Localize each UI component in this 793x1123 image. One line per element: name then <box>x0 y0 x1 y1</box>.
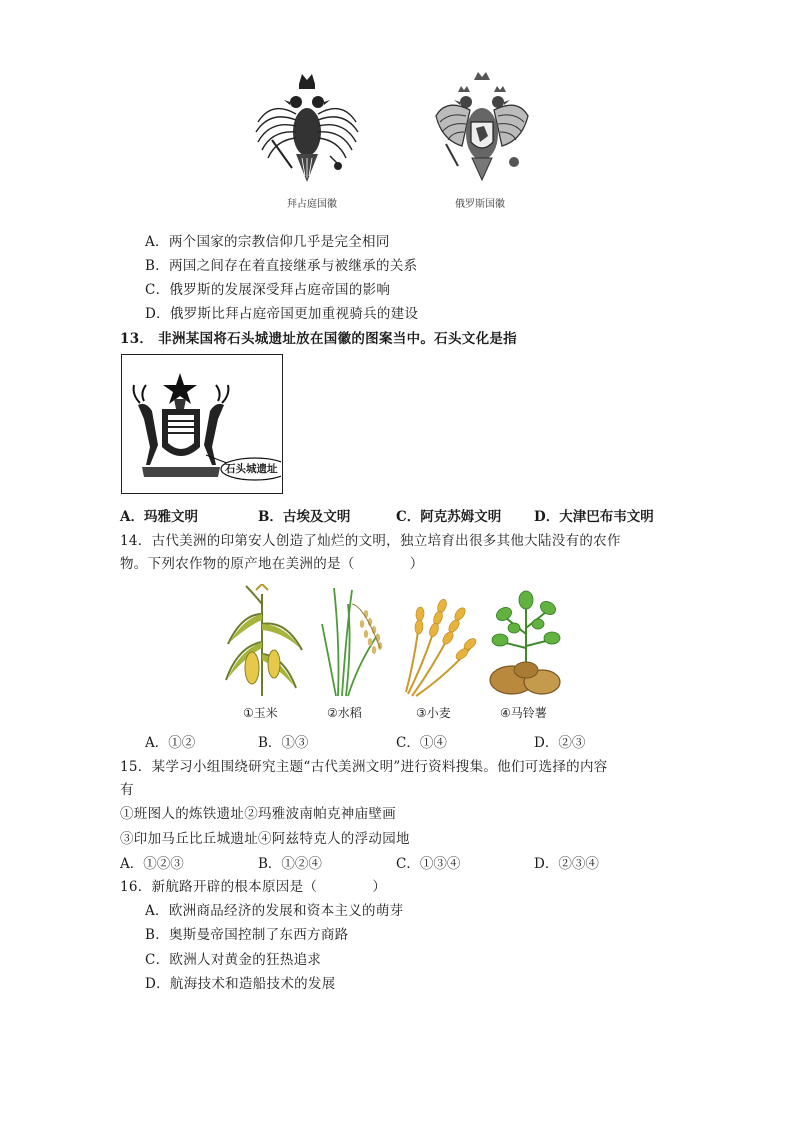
crop-label-corn: ①玉米 <box>243 706 278 720</box>
q15-option-a: A．①②③ <box>120 856 184 872</box>
stone-city-label: 石头城遗址 <box>225 463 278 475</box>
q16-option-d: D．航海技术和造船技术的发展 <box>145 976 336 992</box>
q15-option-d: D．②③④ <box>534 856 599 872</box>
q13-stem: 13． 非洲某国将石头城遗址放在国徽的图案当中。石头文化是指 <box>120 331 517 347</box>
q13-option-a: A．玛雅文明 <box>120 509 198 525</box>
q13-option-c: C．阿克苏姆文明 <box>396 509 502 525</box>
q12-option-c: C．俄罗斯的发展深受拜占庭帝国的影响 <box>145 282 391 298</box>
crop-label-rice: ②水稻 <box>327 706 362 720</box>
q16-option-b: B．奥斯曼帝国控制了东西方商路 <box>145 927 349 943</box>
corn-image <box>222 584 306 698</box>
q14-option-b: B．①③ <box>258 735 309 751</box>
q15-items-line2: ③印加马丘比丘城遗址④阿兹特克人的浮动园地 <box>120 831 410 847</box>
q12-option-b: B．两国之间存在着直接继承与被继承的关系 <box>145 258 418 274</box>
q15-stem-line2: 有 <box>120 782 134 798</box>
byzantine-emblem-image <box>252 70 362 190</box>
rice-image <box>318 584 390 698</box>
byzantine-emblem-caption: 拜占庭国徽 <box>287 199 337 210</box>
q14-stem-line2: 物。下列农作物的原产地在美洲的是（ ） <box>120 556 424 572</box>
q13-option-b: B．古埃及文明 <box>258 509 351 525</box>
q16-stem: 16．新航路开辟的根本原因是（ ） <box>120 879 387 895</box>
q15-option-c: C．①③④ <box>396 856 461 872</box>
q15-stem-line1: 15．某学习小组围绕研究主题“古代美洲文明”进行资料搜集。他们可选择的内容 <box>120 759 608 775</box>
q14-stem-line1: 14．古代美洲的印第安人创造了灿烂的文明，独立培育出很多其他大陆没有的农作 <box>120 533 621 549</box>
crop-label-wheat: ③小麦 <box>416 706 451 720</box>
q14-option-a: A．①② <box>145 735 196 751</box>
q14-option-c: C．①④ <box>396 735 447 751</box>
q14-option-d: D．②③ <box>534 735 586 751</box>
potato-image <box>486 584 566 698</box>
russian-emblem-image <box>432 70 532 188</box>
q16-option-a: A．欧洲商品经济的发展和资本主义的萌芽 <box>145 903 404 919</box>
q15-items-line1: ①班图人的炼铁遗址②玛雅波南帕克神庙壁画 <box>120 806 396 822</box>
q12-option-d: D．俄罗斯比拜占庭帝国更加重视骑兵的建设 <box>145 306 419 322</box>
crop-label-potato: ④马铃薯 <box>500 706 547 720</box>
q13-option-d: D．大津巴布韦文明 <box>534 509 654 525</box>
zimbabwe-emblem-figure <box>121 354 283 494</box>
russian-emblem-caption: 俄罗斯国徽 <box>455 199 505 210</box>
q15-option-b: B．①②④ <box>258 856 322 872</box>
q12-option-a: A．两个国家的宗教信仰几乎是完全相同 <box>145 234 390 250</box>
wheat-image <box>398 584 478 698</box>
q16-option-c: C．欧洲人对黄金的狂热追求 <box>145 952 322 968</box>
